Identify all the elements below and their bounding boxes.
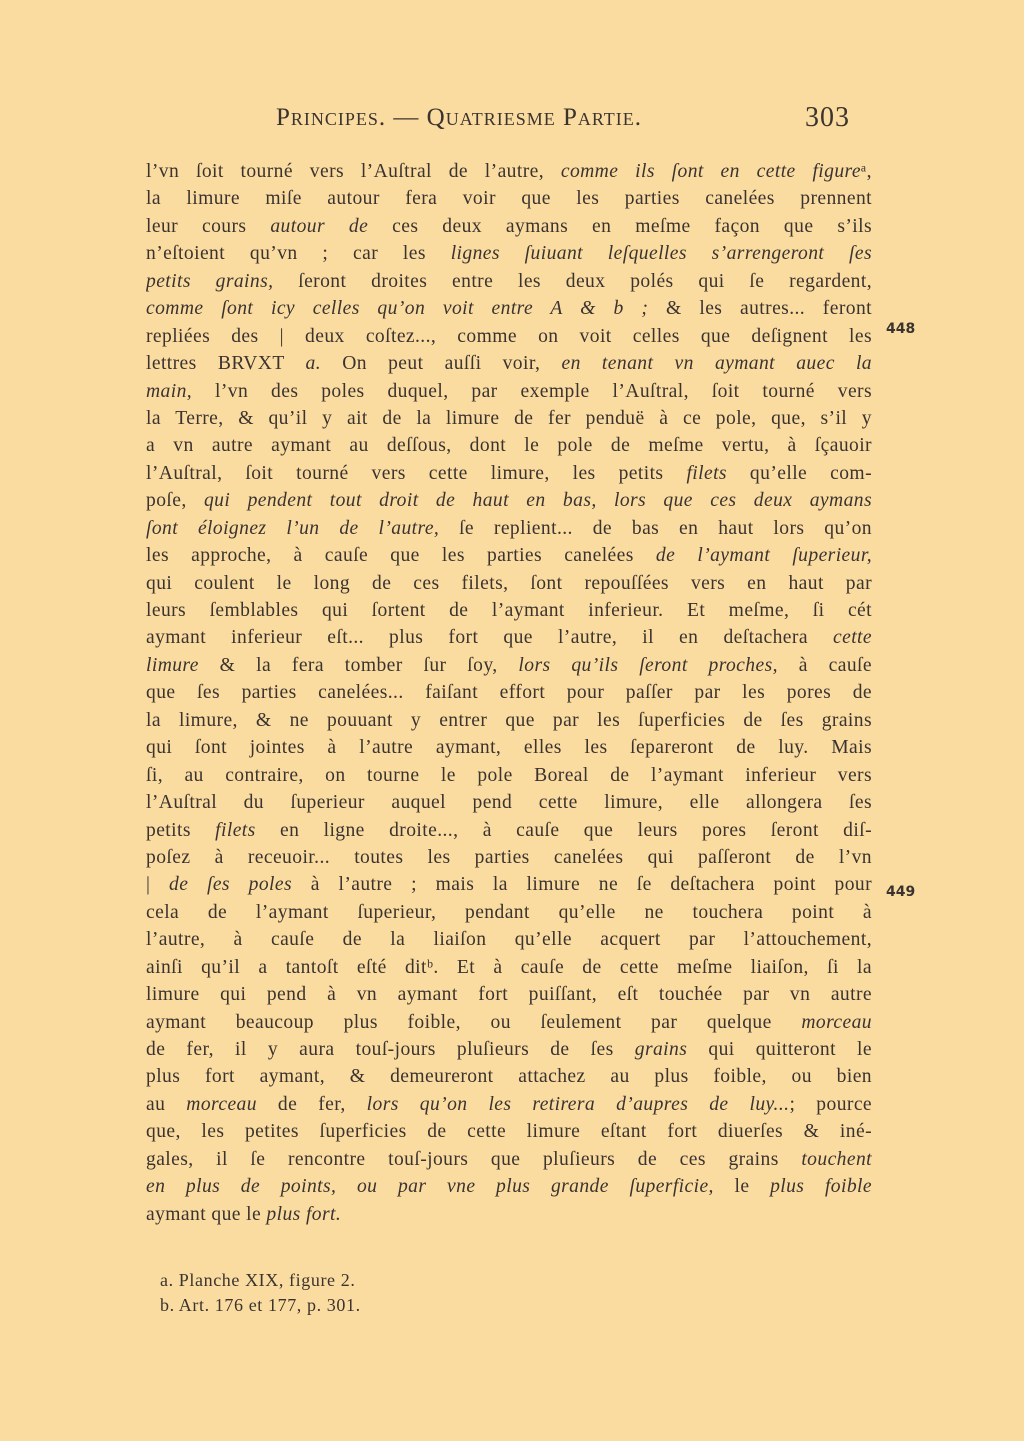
italic-segment: autour de [270, 215, 369, 237]
main-text [146, 158, 872, 1228]
text-segment: cela de l’aymant ſuperieur, pendant qu’elle ne touchera point à [146, 901, 872, 923]
page-number: 303 [805, 102, 850, 133]
text-segment: la limure, & ne pouuant y entrer que par les ſuperficies de ſes grains [146, 709, 872, 731]
text-line [146, 597, 872, 624]
text-segment: qui coulent le long de ces filets, ſont repouſſées vers en haut par [146, 572, 872, 594]
text-segment: l’vn des poles duquel, par exemple l’Auſtral, ſoit tourné vers [192, 380, 872, 402]
italic-segment: petits grains, [146, 270, 274, 292]
italic-segment: main, [146, 380, 193, 402]
italic-segment: comme ſont icy celles qu’on voit entre A & b ; [146, 298, 649, 320]
text-segment: qui quitteront le [687, 1039, 872, 1060]
text-segment: gales, il ſe rencontre touſ-jours que pluſieurs de ces grains [146, 1148, 802, 1170]
text-line [146, 1036, 872, 1063]
text-line [146, 295, 872, 322]
text-segment: la Terre, & qu’il y ait de la limure de fer penduë à ce pole, que, s’il y [146, 407, 872, 429]
text-segment: poſez à receuoir... toutes les parties canelées qui paſſeront de l’vn [146, 846, 872, 868]
italic-segment: filets [686, 462, 727, 484]
text-segment: petits [146, 819, 216, 841]
text-segment: qu’elle com- [726, 462, 872, 484]
text-segment: à cauſe [777, 654, 872, 676]
text-line [146, 734, 872, 761]
text-segment: l’Auſtral du ſuperieur auquel pend cette limure, elle allongera ſes [146, 792, 872, 814]
italic-segment: lignes ſuiuant leſquelles s’arrengeront ſes [450, 243, 872, 265]
text-line [146, 707, 872, 734]
italic-segment: plus fort. [266, 1203, 342, 1225]
italic-segment: de l’aymant ſuperieur, [655, 545, 872, 567]
text-segment: ſe replient... de bas en haut lors qu’on [439, 517, 872, 539]
italic-segment: ſont éloignez l’un de l’autre, [146, 517, 440, 539]
text-segment: plus fort aymant, & demeureront attachez au plus foible, ou bien [146, 1066, 872, 1088]
text-segment: limure qui pend à vn aymant fort puiſſant, eſt touchée par vn autre [146, 984, 872, 1006]
italic-segment: cette [833, 627, 872, 649]
text-segment: l’autre, à cauſe de la liaiſon qu’elle acquert par l’attouchement, [146, 929, 872, 951]
text-line [146, 432, 872, 459]
text-segment: à l’autre ; mais la limure ne ſe deſtachera point pour [292, 874, 872, 896]
text-segment: aymant que le [146, 1203, 267, 1225]
italic-segment: qui pendent tout droit de haut en bas, lors que ces deux aymans [203, 490, 872, 512]
text-segment: a vn autre aymant au deſſous, dont le pole de meſme vertu, à ſçauoir [146, 435, 872, 457]
italic-segment: a. [305, 353, 322, 375]
text-line [146, 542, 872, 569]
italic-segment: morceau [801, 1011, 872, 1033]
text-line [146, 1173, 872, 1200]
margin-number-449: 449 [886, 884, 916, 900]
text-segment: & les autres... feront [648, 298, 872, 320]
text-segment: l’vn ſoit tourné vers l’Auſtral de l’autre, [146, 161, 561, 182]
italic-segment: de ſes poles [169, 874, 293, 896]
text-line [146, 981, 872, 1008]
text-segment: la limure miſe autour fera voir que les parties canelées prennent [146, 188, 872, 210]
text-segment: aymant beaucoup plus foible, ou ſeulement par quelque [146, 1011, 802, 1033]
text-segment: ces deux aymans en meſme façon que s’ils [368, 215, 872, 237]
italic-segment: filets [215, 819, 256, 841]
text-segment: leurs ſemblables qui ſortent de l’aymant inferieur. Et meſme, ſi cét [146, 600, 872, 621]
text-segment: ſi, au contraire, on tourne le pole Boreal de l’aymant inferieur vers [146, 764, 872, 786]
text-segment: l’Auſtral, ſoit tourné vers cette limure, les petits [146, 462, 687, 484]
text-segment: qui ſont jointes à l’autre aymant, elles les ſepareront de luy. Mais [146, 737, 872, 759]
text-segment: lettres BRVXT [146, 353, 306, 375]
text-line [146, 323, 872, 350]
text-segment: de fer, il y aura touſ-jours pluſieurs de ſes [146, 1039, 635, 1060]
text-line [146, 926, 872, 953]
text-line [146, 1146, 872, 1173]
text-line [146, 515, 872, 542]
text-line [146, 844, 872, 871]
text-segment: que ſes parties canelées... faiſant effort pour paſſer par les pores de [146, 682, 872, 704]
italic-segment: plus foible [770, 1176, 872, 1198]
text-line [146, 1091, 872, 1118]
text-line [146, 762, 872, 789]
text-line [146, 954, 872, 981]
text-segment: en ligne droite..., à cauſe que leurs pores ſeront diſ- [255, 819, 872, 841]
text-line [146, 1201, 872, 1228]
text-segment: ᵃ, [860, 161, 872, 182]
text-segment: & la fera tomber ſur ſoy, [198, 654, 519, 676]
text-segment: au [146, 1093, 187, 1115]
text-segment: leur cours [146, 215, 271, 237]
text-segment: que, les petites ſuperficies de cette limure eſtant fort diuerſes & iné- [146, 1121, 872, 1143]
italic-segment: lors qu’ils ſeront proches, [518, 654, 778, 676]
text-segment: On peut auſſi voir, [321, 353, 562, 375]
text-line [146, 1063, 872, 1090]
text-line [146, 405, 872, 432]
text-line [146, 350, 872, 377]
italic-segment: touchent [801, 1148, 872, 1170]
italic-segment: morceau [186, 1093, 257, 1115]
text-line [146, 460, 872, 487]
italic-segment: en tenant vn aymant auec la [561, 353, 872, 375]
text-line [146, 817, 872, 844]
text-segment: ſeront droites entre les deux polés qui ſe regardent, [273, 270, 872, 292]
text-line [146, 378, 872, 405]
text-line [146, 871, 872, 898]
text-line [146, 213, 872, 240]
text-segment: les approche, à cauſe que les parties canelées [146, 545, 656, 567]
italic-segment: en plus de points, ou par vne plus grande ſuperficie, [146, 1176, 714, 1198]
text-line [146, 624, 872, 651]
text-segment: aymant inferieur eſt... plus fort que l’autre, il en deſtachera [146, 627, 834, 649]
text-line [146, 789, 872, 816]
italic-segment: grains [634, 1039, 688, 1060]
text-line [146, 487, 872, 514]
text-line [146, 1118, 872, 1145]
footnote-a: a. Planche XIX, figure 2. [160, 1270, 356, 1290]
footnote-b: b. Art. 176 et 177, p. 301. [160, 1295, 361, 1315]
text-line [146, 652, 872, 679]
text-segment: le [713, 1176, 771, 1198]
text-line [146, 899, 872, 926]
margin-number-448: 448 [886, 321, 916, 337]
text-line [146, 185, 872, 212]
footnotes [160, 1268, 361, 1318]
text-segment: | [146, 874, 170, 896]
text-line [146, 240, 872, 267]
text-line [146, 158, 872, 185]
text-segment: de fer, [256, 1093, 367, 1115]
italic-segment: lors qu’on les retirera d’aupres de luy... [366, 1093, 790, 1115]
text-line [146, 1009, 872, 1036]
italic-segment: limure [146, 654, 199, 676]
text-line [146, 268, 872, 295]
text-segment: poſe, [146, 490, 204, 512]
italic-segment: comme ils ſont en cette figure [560, 161, 861, 182]
text-segment: repliées des | deux coſtez..., comme on voit celles que deſignent les [146, 325, 872, 347]
running-title: Principes. — Quatriesme Partie. [276, 104, 643, 131]
running-header [276, 104, 872, 140]
text-line [146, 570, 872, 597]
text-segment: ainſi qu’il a tantoſt eſté ditᵇ. Et à cauſe de cette meſme liaiſon, ſi la [146, 956, 872, 978]
text-segment: n’eſtoient qu’vn ; car les [146, 243, 451, 265]
text-line [146, 679, 872, 706]
text-segment: ; pource [789, 1093, 872, 1115]
